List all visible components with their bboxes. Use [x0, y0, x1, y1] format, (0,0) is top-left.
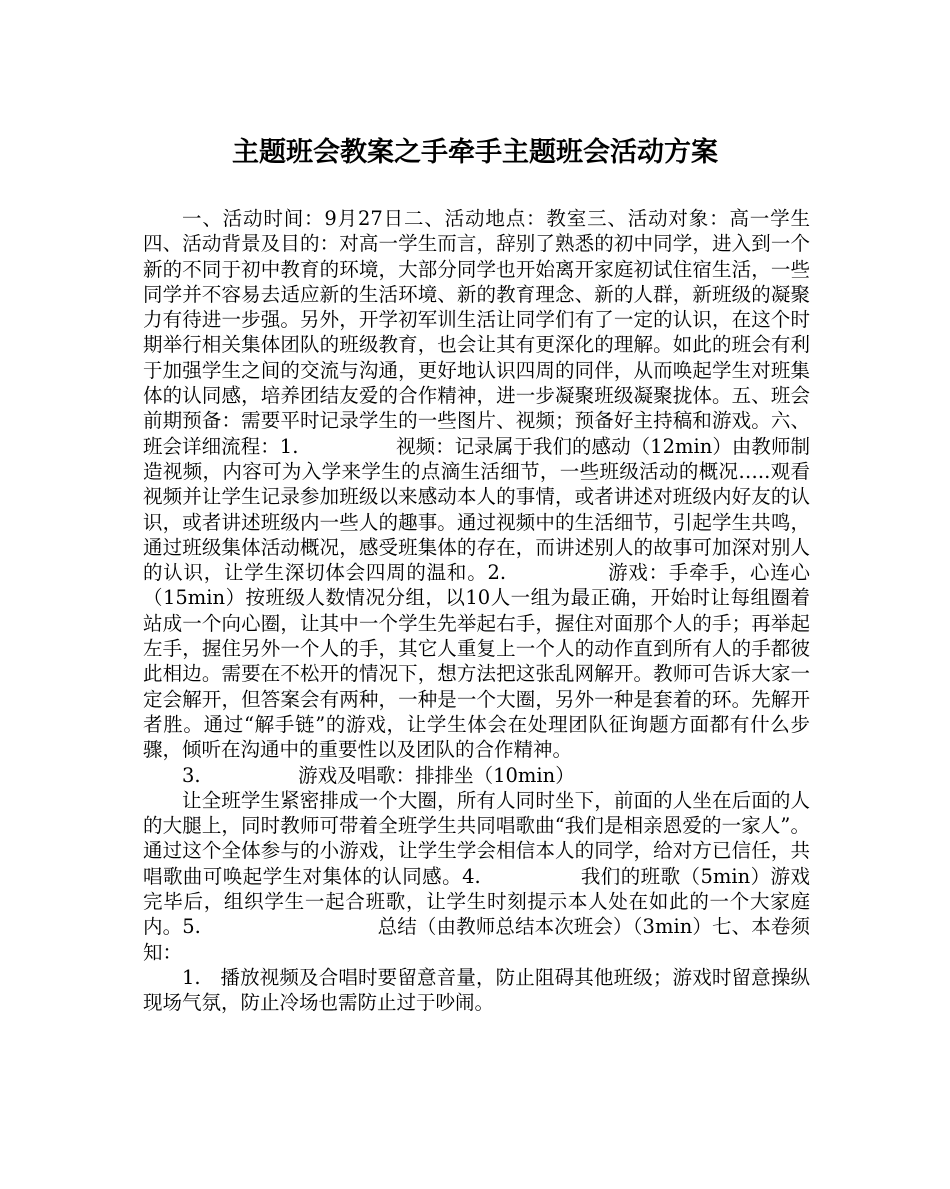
- document-title: 主题班会教案之手牵手主题班会活动方案: [232, 137, 718, 168]
- paragraph-activity-plan: 一、活动时间：9月27日二、活动地点：教室三、活动对象：高一学生四、活动背景及目的：对高一学生而言，辞别了熟悉的初中同学，进入到一个新的不同于初中教育的环境，大部分同学也开始离开家庭初试住宿生活，一些同学并不容易去适应新的生活环境、新的教育理念、新的人群，新班级的凝聚力有待进一步强。另外，开学初军训生活让同学们有了一定的认识，在这个时期举行相关集体团队的班级教育，也会让其有更深化的理解。如此的班会有利于加强学生之间的交流与沟通，更好地认识四周的同伴，从而唤起学生对班集体的认同感，培养团结友爱的合作精神，进一步凝聚班级凝聚拢体。五、班会前期预备：需要平时记录学生的一些图片、视频；预备好主持稿和游戏。六、班会详细流程：1. 视频：记录属于我们的感动（12min）由教师制造视频，内容可为入学来学生的点滴生活细节，一些班级活动的概况…..观看视频并让学生记录参加班级以来感动本人的事情，或者讲述对班级内好友的认识，或者讲述班级内一些人的趣事。通过视频中的生活细节，引起学生共鸣，通过班级集体活动概况，感受班集体的存在，而讲述别人的故事可加深对别人的认识，让学生深切体会四周的温和。2. 游戏：手牵手，心连心（15min）按班级人数情况分组，以10人一组为最正确，开始时让每组圈着站成一个向心圈，让其中一个学生先举起右手，握住对面那个人的手；再举起左手，握住另外一个人的手，其它人重复上一个人的动作直到所有人的手都彼此相边。需要在不松开的情况下，想方法把这张乱网解开。教师可告诉大家一定会解开，但答案会有两种，一种是一个大圈，另外一种是套着的环。先解开者胜。通过“解手链”的游戏，让学生体会在处理团队征询题方面都有什么步骤，倾听在沟通中的重要性以及团队的合作精神。: [143, 207, 810, 762]
- paragraph-notes: 1. 播放视频及合唱时要留意音量，防止阻碍其他班级；游戏时留意操纵现场气氛，防止冷场也需防止过于吵闹。: [143, 965, 810, 1015]
- paragraph-game-details: 让全班学生紧密排成一个大圈，所有人同时坐下，前面的人坐在后面的人的大腿上，同时教师可带着全班学生共同唱歌曲“我们是相亲恩爱的一家人”。通过这个全体参与的小游戏，让学生学会相信本人的同学，给对方已信任，共唱歌曲可唤起学生对集体的认同感。4. 我们的班歌（5min）游戏完毕后，组织学生一起合班歌，让学生时刻提示本人处在如此的一个大家庭内。5. 总结（由教师总结本次班会）（3min）七、本卷须知：: [143, 788, 810, 964]
- paragraph-game-song: 3. 游戏及唱歌：排排坐（10min）: [182, 763, 575, 787]
- document-body: [143, 206, 810, 1016]
